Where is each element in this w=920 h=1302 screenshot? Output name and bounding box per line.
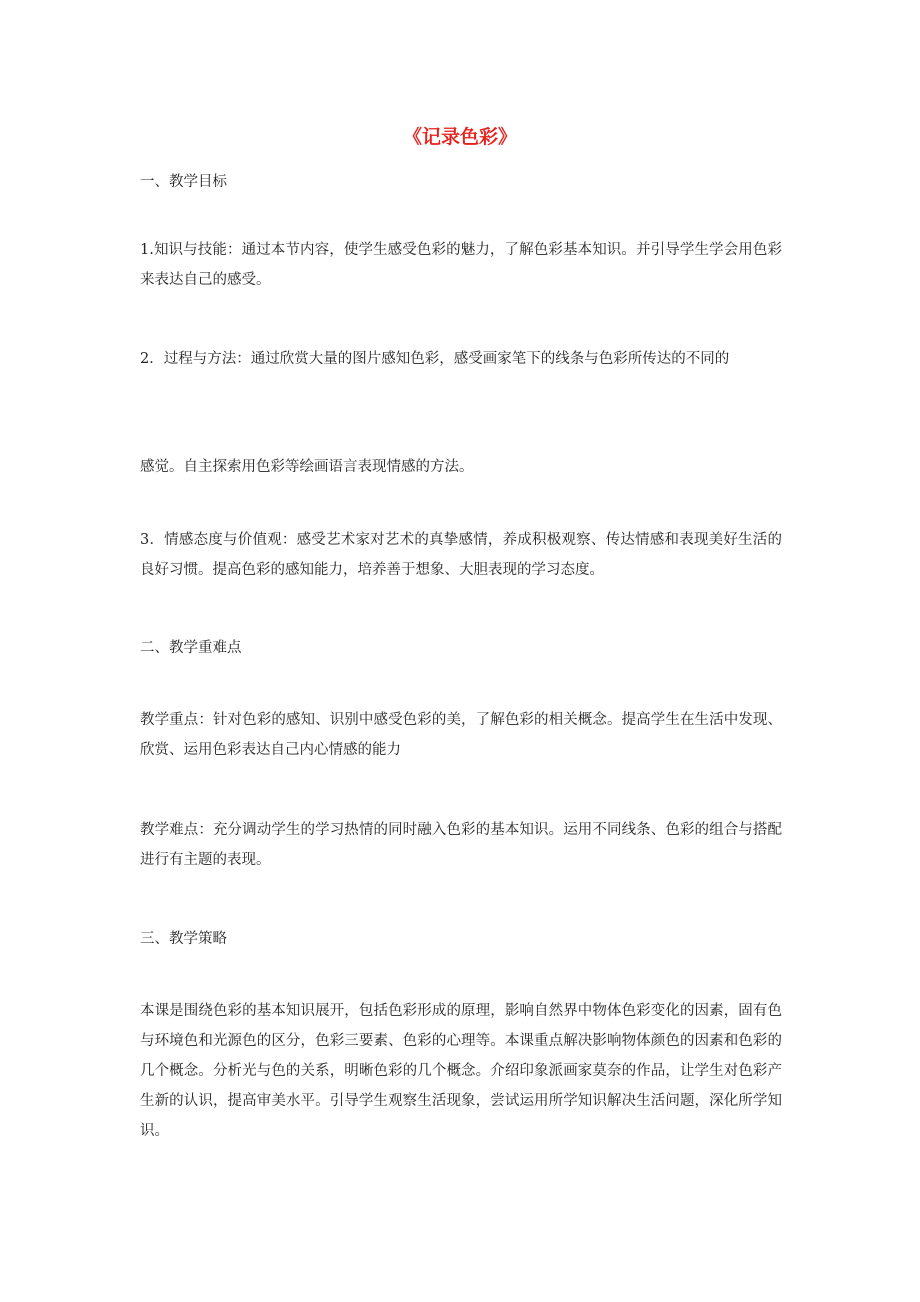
paragraph-process-method: 2．过程与方法：通过欣赏大量的图片感知色彩，感受画家笔下的线条与色彩所传达的不同的 [140, 351, 730, 367]
paragraph-emotion-attitude: 3．情感态度与价值观：感受艺术家对艺术的真挚感情，养成积极观察、传达情感和表现美好生活的良好习惯。提高色彩的感知能力，培养善于想象、大胆表现的学习态度。 [140, 532, 782, 578]
paragraph-difficult-points: 教学难点：充分调动学生的学习热情的同时融入色彩的基本知识。运用不同线条、色彩的组合与搭配进行有主题的表现。 [140, 822, 782, 868]
paragraph-process-method-continued: 感觉。自主探索用色彩等绘画语言表现情感的方法。 [140, 459, 474, 475]
section-heading-objectives: 一、教学目标 [140, 174, 227, 190]
section-heading-key-difficult-points: 二、教学重难点 [140, 640, 242, 656]
section-heading-strategy: 三、教学策略 [140, 931, 227, 947]
document-title: 《记录色彩》 [402, 126, 517, 148]
paragraph-key-points: 教学重点：针对色彩的感知、识别中感受色彩的美，了解色彩的相关概念。提高学生在生活中发现、欣赏、运用色彩表达自己内心情感的能力 [140, 712, 782, 758]
paragraph-knowledge-skills: 1.知识与技能：通过本节内容，使学生感受色彩的魅力，了解色彩基本知识。并引导学生学会用色彩来表达自己的感受。 [140, 242, 782, 288]
paragraph-strategy: 本课是围绕色彩的基本知识展开，包括色彩形成的原理，影响自然界中物体色彩变化的因素，固有色与环境色和光源色的区分，色彩三要素、色彩的心理等。本课重点解决影响物体颜色的因素和色彩的几个概念。分析光与色的关系，明晰色彩的几个概念。介绍印象派画家莫奈的作品，让学生对色彩产生新的认识，提高审美水平。引导学生观察生活现象，尝试运用所学知识解决生活问题，深化所学知识。 [140, 1003, 782, 1139]
